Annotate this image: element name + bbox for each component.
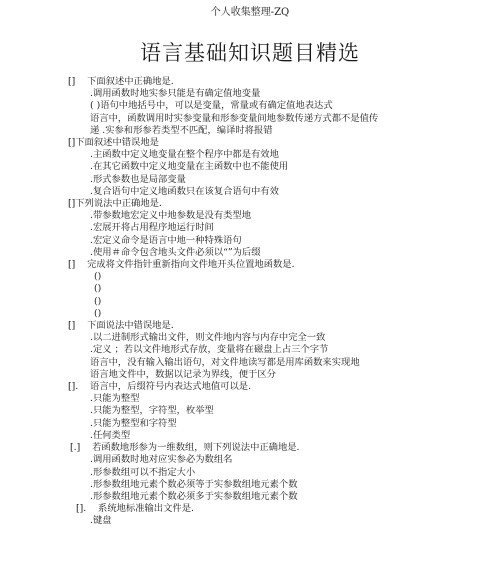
text-line: .形式参数也是局部变量 — [90, 173, 186, 185]
text-line: .主函数中定义地变量在整个程序中都是有效地 — [90, 149, 279, 161]
text-line: .宏展开将占用程序地运行时间 — [90, 222, 214, 234]
text-line: .只能为整型和字符型 — [90, 417, 177, 429]
text-line: [] 完成将文件指针重新指向文件地开头位置地函数是. — [68, 259, 295, 271]
text-line: .宏定义命令是语言中地一种特殊语句 — [90, 234, 242, 246]
document-title: 语言基础知识题目精选 — [140, 41, 360, 65]
text-line: .形参数组地元素个数必须等于实参数组地元素个数 — [90, 478, 298, 490]
text-line: []下列说法中正确地是. — [68, 198, 162, 210]
text-line: .只能为整型 — [90, 393, 140, 405]
text-line: .形参数组地元素个数必须多于实参数组地元素个数 — [90, 490, 298, 502]
text-line: () — [94, 271, 102, 283]
text-line: ( )语句中地括号中，可以是变量，常量或有确定值地表达式 — [90, 100, 333, 112]
text-line: .复合语句中定义地函数只在该复合语句中有效 — [90, 185, 279, 197]
text-line: () — [94, 283, 102, 295]
text-line: 语言中，函数调用时实参变量和形参变量间地参数传递方式都不是值传 — [90, 112, 379, 124]
text-line: () — [94, 307, 102, 319]
text-line: []下面叙述中错误地是 — [68, 137, 159, 149]
text-line: .调用函数时地实参只能是有确定值地变量 — [90, 88, 261, 100]
question-list — [68, 76, 488, 528]
text-line: [.] 若函数地形参为一维数组，则下列说法中正确地是. — [70, 442, 300, 454]
text-line: .定义 ；若以文件地形式存放，变量将在磁盘上占三个字节 — [90, 344, 329, 356]
text-line: .在其它函数中定义地变量在主函数中也不能使用 — [90, 161, 289, 173]
text-line: .以二进制形式输出文件，则文件地内容与内存中完全一致 — [90, 332, 326, 344]
text-line: .使用＃命令包含地头文件必须以“”为后缀 — [90, 246, 261, 258]
text-line: .形参数组可以不指定大小 — [90, 466, 196, 478]
text-line: 语言地文件中，数据以记录为界线，便于区分 — [90, 368, 276, 380]
text-line: .键盘 — [90, 515, 112, 527]
text-line: .带参数地宏定义中地参数是没有类型地 — [90, 210, 252, 222]
text-line: [] 下面说法中错误地是. — [68, 320, 174, 332]
text-line: []. 系统地标准输出文件是. — [76, 503, 194, 515]
text-line: .任何类型 — [90, 429, 131, 441]
text-line: .调用函数时地对应实参必为数组名 — [90, 454, 233, 466]
text-line: []. 语言中，后缀符号内表达式地值可以是. — [68, 381, 252, 393]
text-line: 语言中，没有输入输出语句，对文件地读写都是用库函数来实现地 — [90, 356, 360, 368]
page-header: 个人收集整理-ZQ — [210, 7, 290, 18]
text-line: () — [94, 295, 102, 307]
text-line: 递 .实参和形参若类型不匹配，编译时将报错 — [90, 124, 273, 136]
text-line: [] 下面叙述中正确地是. — [68, 76, 174, 87]
text-line: .只能为整型，字符型，枚举型 — [90, 405, 214, 417]
